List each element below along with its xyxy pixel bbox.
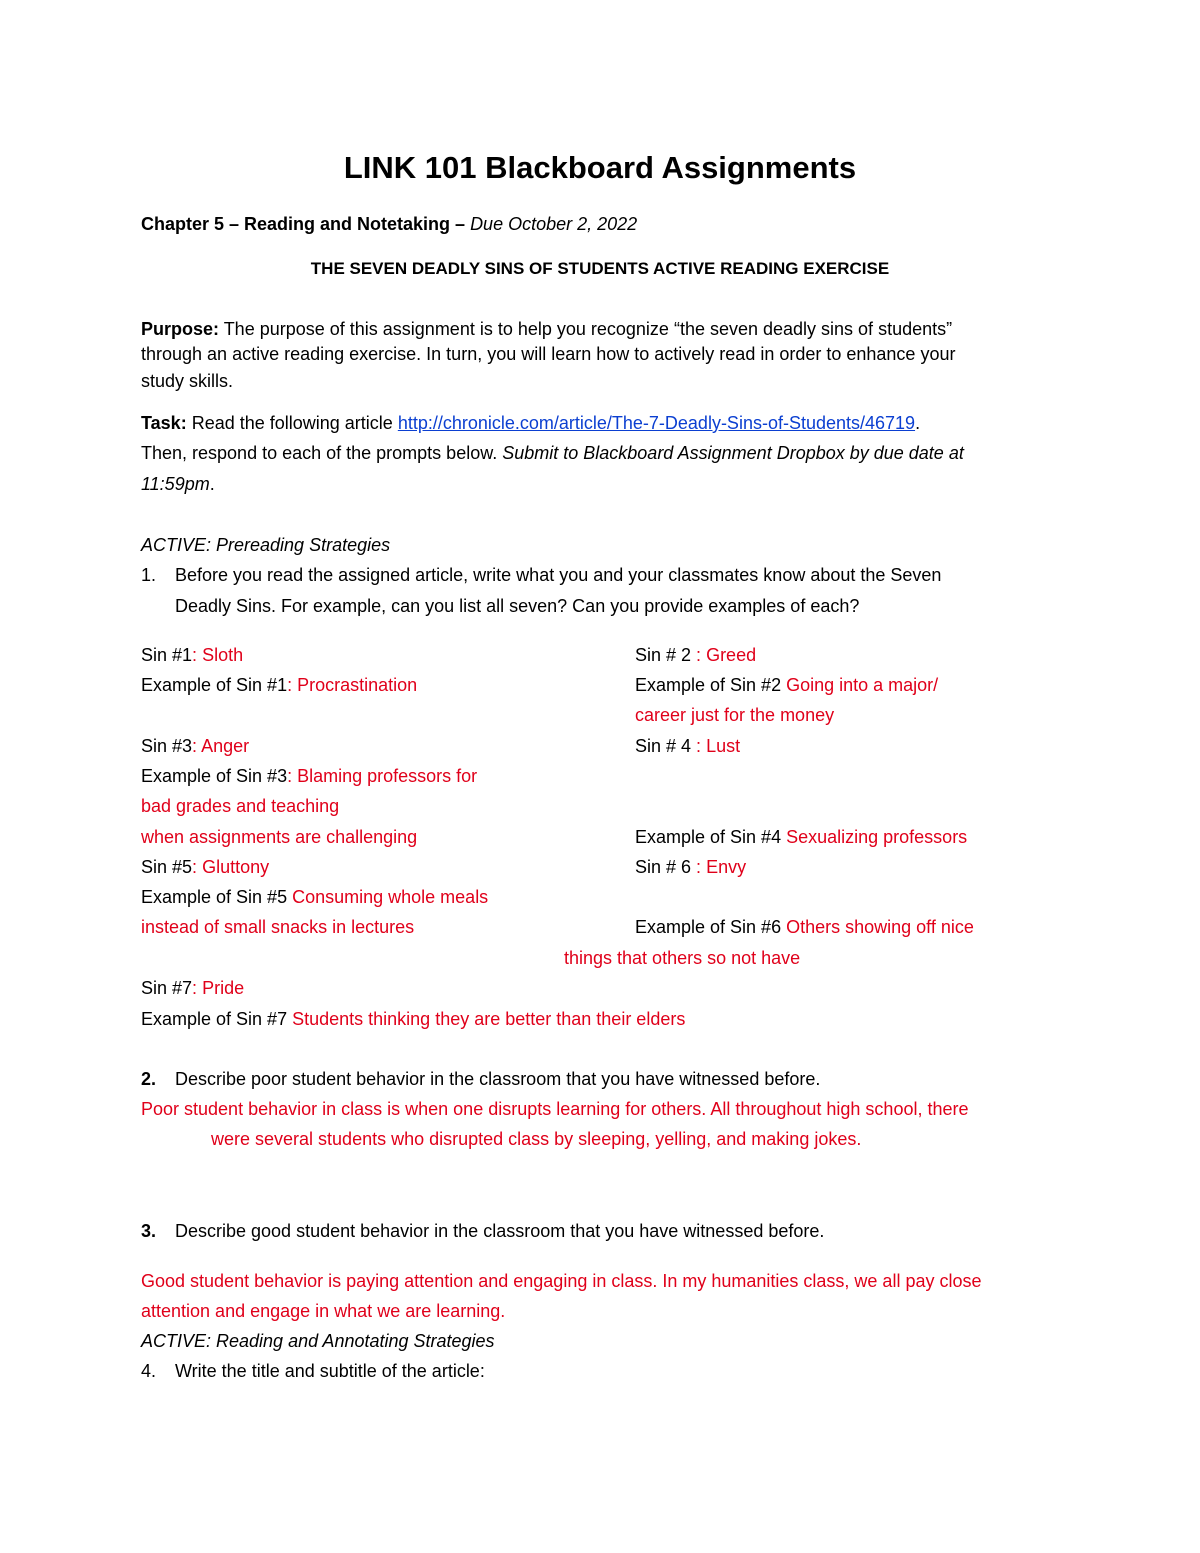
example-sin-5-line-2: instead of small snacks in lectures (141, 917, 415, 937)
section-heading-prereading: ACTIVE: Prereading Strategies (141, 535, 391, 555)
purpose-line-1: Purpose: The purpose of this assignment is to help you recognize “the seven deadly sins of students” (141, 319, 953, 339)
due-date: Due October 2, 2022 (470, 214, 638, 234)
example-sin-3-line-2: bad grades and teaching (141, 796, 340, 816)
chapter-label: Chapter 5 – Reading and Notetaking – (141, 214, 471, 234)
example-sin-1: Example of Sin #1: Procrastination (141, 675, 418, 695)
answer-2-line-2: were several students who disrupted class by sleeping, yelling, and making jokes. (211, 1129, 862, 1149)
document-title: LINK 101 Blackboard Assignments (343, 150, 857, 185)
task-line-2: Then, respond to each of the prompts below. Submit to Blackboard Assignment Dropbox by due date at (141, 443, 964, 463)
chapter-line (141, 211, 637, 237)
example-sin-6-line-2: things that others so not have (564, 948, 801, 968)
task-line-3: 11:59pm. (141, 474, 215, 494)
sin-2: Sin # 2 : Greed (635, 645, 757, 665)
question-1-line-2: Deadly Sins. For example, can you list all seven? Can you provide examples of each? (175, 596, 860, 616)
question-number: 3. (141, 1221, 157, 1241)
sin-1: Sin #1: Sloth (141, 645, 244, 665)
question-number: 1. (141, 565, 157, 585)
example-sin-6: Example of Sin #6 Others showing off nice (635, 917, 974, 937)
sin-6: Sin # 6 : Envy (635, 857, 747, 877)
example-sin-7: Example of Sin #7 Students thinking they are better than their elders (141, 1009, 686, 1029)
task-line-1: Task: Read the following article http://chronicle.com/article/The-7-Deadly-Sins-of-Students/46719. (141, 413, 921, 433)
question-number: 2. (141, 1069, 157, 1089)
example-sin-5: Example of Sin #5 Consuming whole meals (141, 887, 489, 907)
question-4: 4. Write the title and subtitle of the article: (141, 1358, 485, 1384)
example-sin-3: Example of Sin #3: Blaming professors for (141, 766, 478, 786)
answer-3-line-2: attention and engage in what we are learning. (141, 1301, 506, 1321)
example-sin-4: Example of Sin #4 Sexualizing professors (635, 827, 968, 847)
purpose-line-3: study skills. (141, 371, 234, 391)
question-2: 2. Describe poor student behavior in the classroom that you have witnessed before. (141, 1066, 820, 1092)
sin-4: Sin # 4 : Lust (635, 736, 741, 756)
exercise-heading: THE SEVEN DEADLY SINS OF STUDENTS ACTIVE READING EXERCISE (310, 259, 890, 278)
task-label: Task: (141, 413, 187, 433)
answer-3-line-1: Good student behavior is paying attention and engaging in class. In my humanities class, we all pay close (141, 1271, 982, 1291)
sin-3: Sin #3: Anger (141, 736, 250, 756)
sin-7: Sin #7: Pride (141, 978, 245, 998)
question-1-line-1: 1. Before you read the assigned article, write what you and your classmates know about the Seven (141, 562, 941, 588)
article-link[interactable]: http://chronicle.com/article/The-7-Deadly-Sins-of-Students/46719 (397, 413, 916, 433)
question-number: 4. (141, 1361, 157, 1381)
answer-2-line-1: Poor student behavior in class is when one disrupts learning for others. All throughout high school, there (141, 1099, 969, 1119)
sin-5: Sin #5: Gluttony (141, 857, 270, 877)
purpose-line-2: through an active reading exercise. In turn, you will learn how to actively read in order to enhance your (141, 344, 956, 364)
purpose-label: Purpose: (141, 319, 220, 339)
example-sin-3-line-3: when assignments are challenging (141, 827, 418, 847)
example-sin-2-line-2: career just for the money (635, 705, 835, 725)
section-heading-reading: ACTIVE: Reading and Annotating Strategies (141, 1331, 495, 1351)
example-sin-2: Example of Sin #2 Going into a major/ (635, 675, 939, 695)
question-3: 3. Describe good student behavior in the classroom that you have witnessed before. (141, 1218, 824, 1244)
